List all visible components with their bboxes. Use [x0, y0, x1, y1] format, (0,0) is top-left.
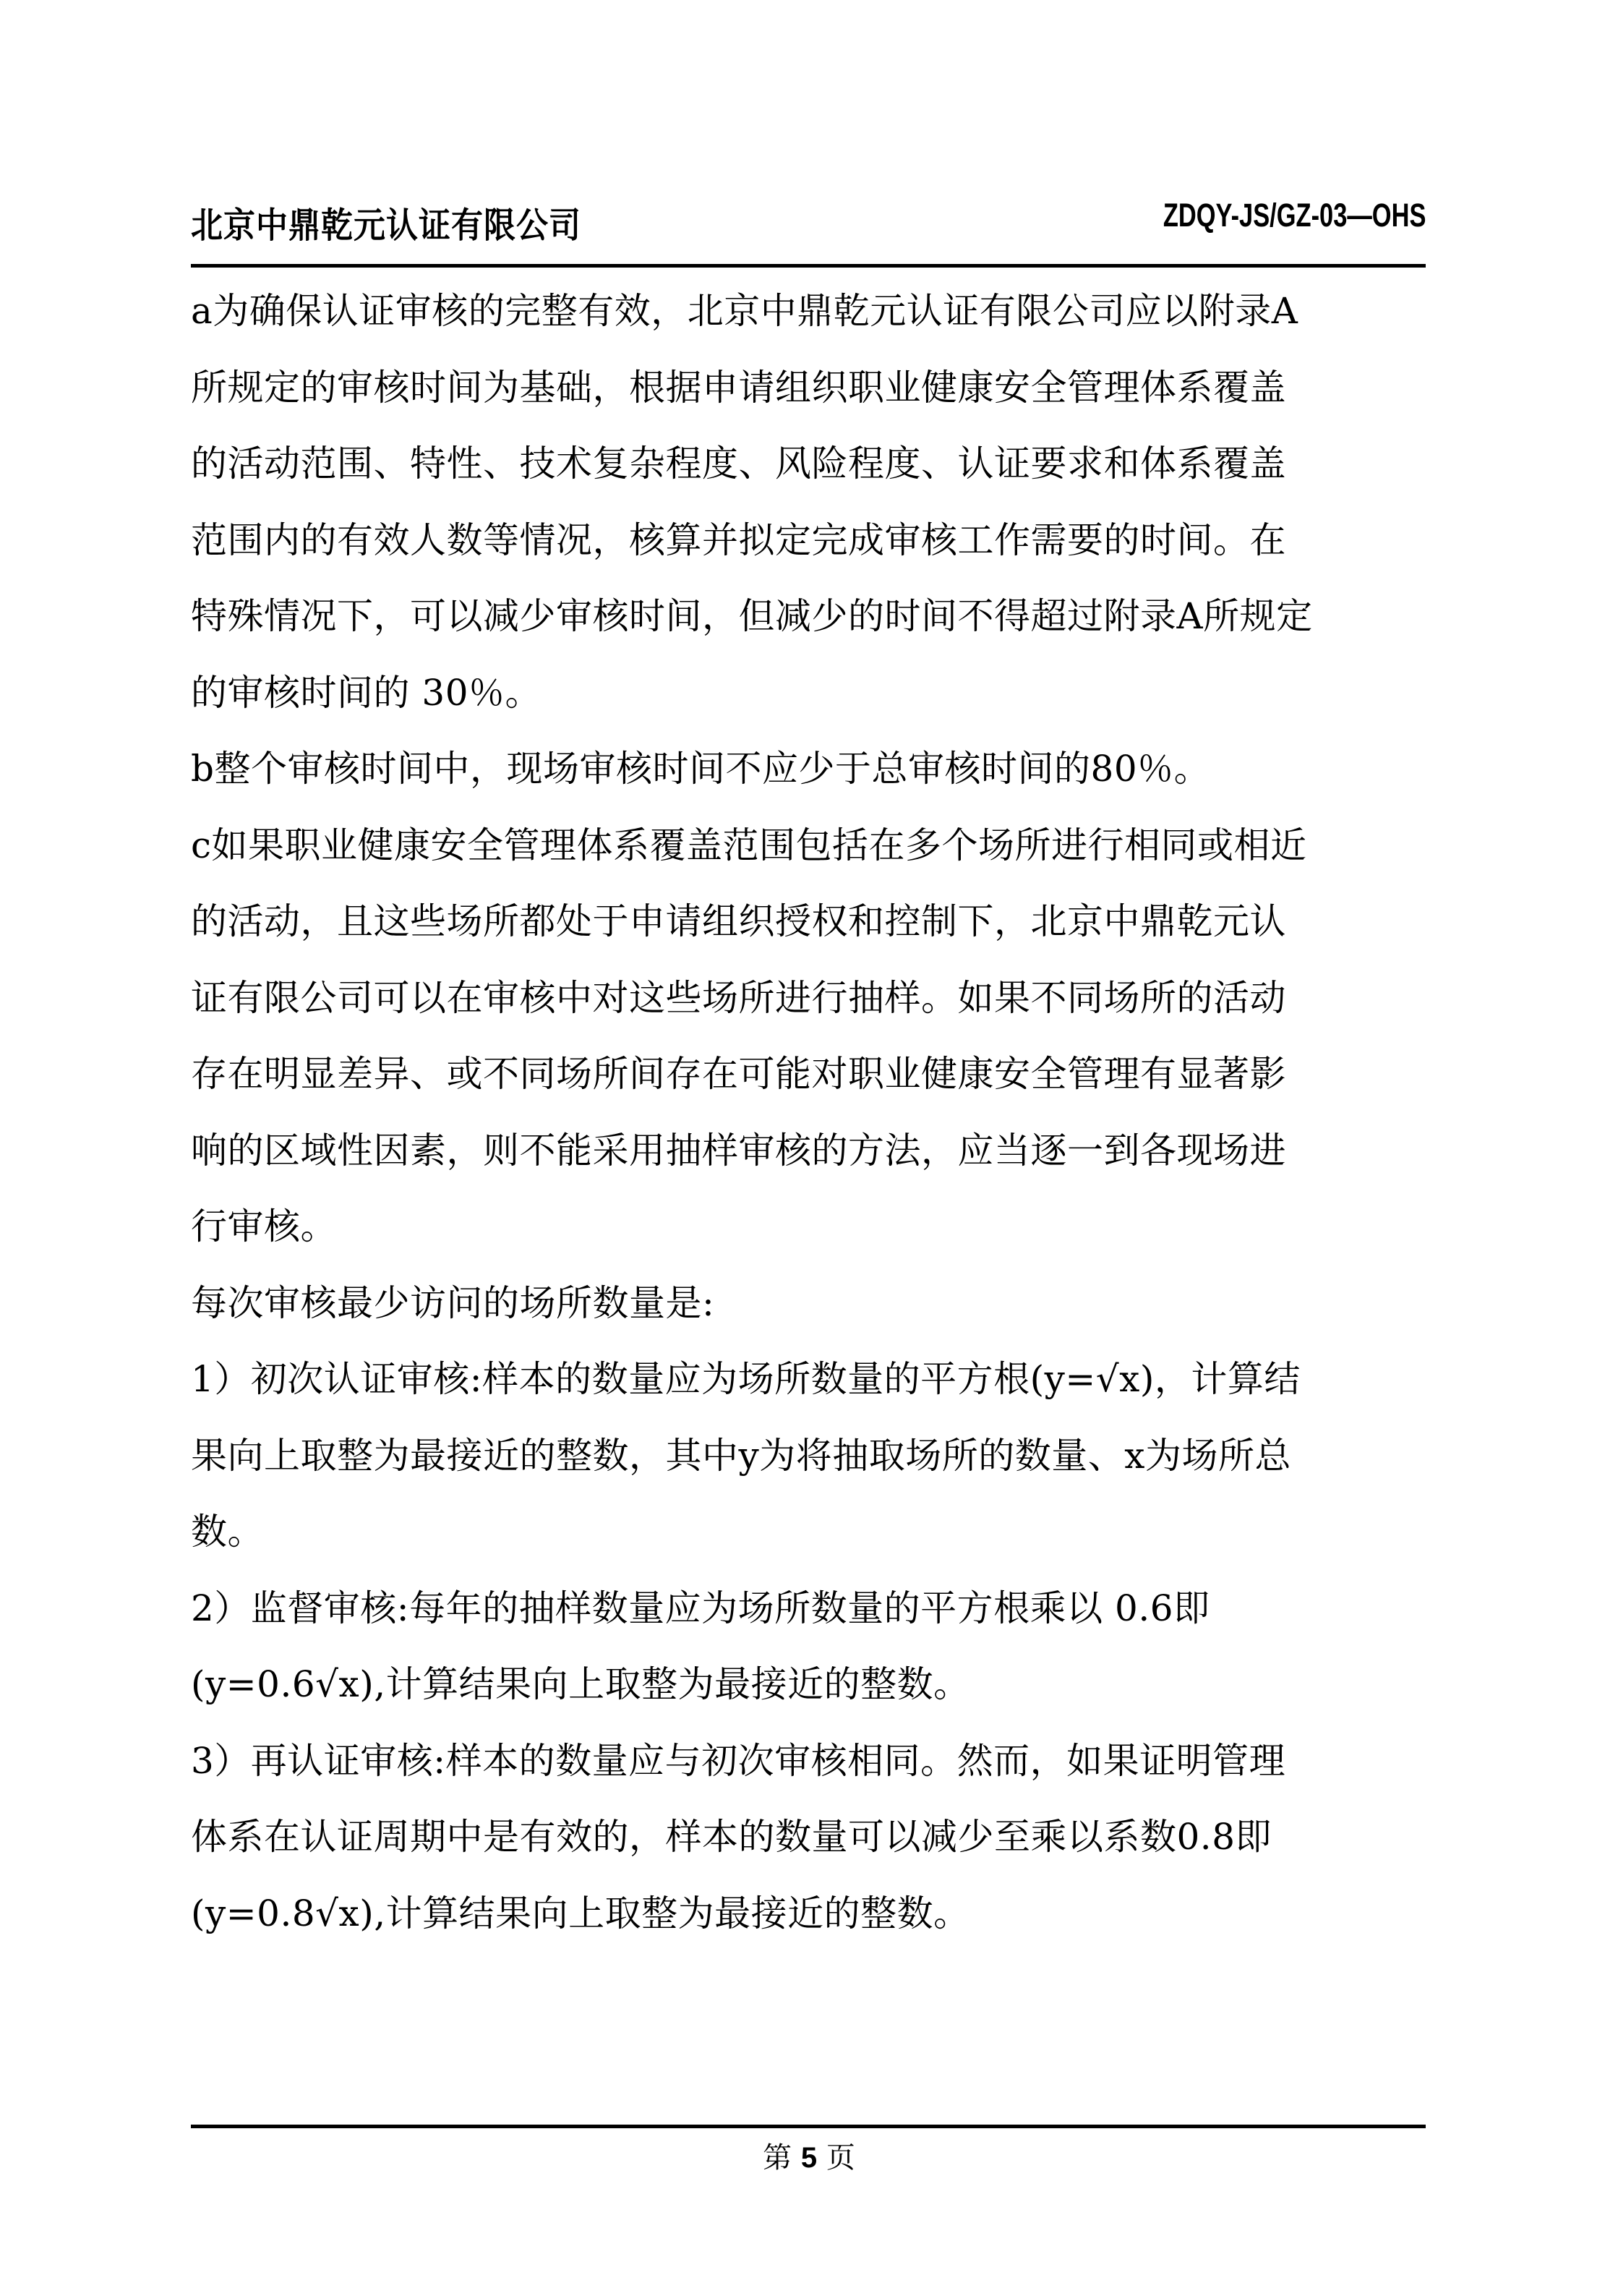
text-line-content: 行审核。	[191, 1205, 337, 1247]
text-line-content: 响的区域性因素，则不能采用抽样审核的方法，应当逐一到各现场进	[191, 1129, 1286, 1172]
text-line	[191, 426, 1434, 503]
text-line-content: b整个审核时间中，现场审核时间不应少于总审核时间的80％。	[191, 748, 1211, 790]
document-code: ZDQY-JS/GZ-03—OHS	[1163, 197, 1426, 234]
text-line-content: (y=0.8√x),计算结果向上取整为最接近的整数。	[191, 1892, 970, 1934]
text-line	[191, 273, 1434, 350]
text-line	[191, 1647, 1434, 1723]
page-header	[191, 197, 1426, 246]
text-line	[191, 808, 1434, 884]
text-line	[191, 503, 1434, 579]
text-line	[191, 1799, 1434, 1876]
text-line-content: 数。	[191, 1511, 264, 1553]
body-text	[191, 273, 1434, 1952]
text-line-content: a为确保认证审核的完整有效，北京中鼎乾元认证有限公司应以附录A	[191, 290, 1298, 332]
text-line-content: 的活动，且这些场所都处于申请组织授权和控制下，北京中鼎乾元认	[191, 900, 1286, 942]
text-line	[191, 1266, 1434, 1342]
text-line-content: 3）再认证审核:样本的数量应与初次审核相同。然而，如果证明管理	[191, 1739, 1286, 1782]
page-footer	[0, 2135, 1618, 2176]
page-label-prefix: 第	[763, 2141, 792, 2175]
text-line-content: 存在明显差异、或不同场所间存在可能对职业健康安全管理有显著影	[191, 1053, 1286, 1095]
text-line	[191, 1494, 1434, 1571]
text-line	[191, 960, 1434, 1037]
text-line-content: 每次审核最少访问的场所数量是:	[191, 1281, 715, 1324]
text-line-content: 2）监督审核:每年的抽样数量应为场所数量的平方根乘以 0.6即	[191, 1587, 1210, 1629]
footer-divider	[191, 2125, 1426, 2128]
text-line-content: 的审核时间的 30％。	[191, 671, 542, 714]
header-divider	[191, 264, 1426, 268]
text-line	[191, 1571, 1434, 1647]
text-line-content: 的活动范围、特性、技术复杂程度、风险程度、认证要求和体系覆盖	[191, 443, 1286, 485]
page-number: 5	[800, 2142, 818, 2174]
text-line-content: 体系在认证周期中是有效的，样本的数量可以减少至乘以系数0.8即	[191, 1816, 1272, 1858]
text-line	[191, 1341, 1434, 1418]
company-name: 北京中鼎乾元认证有限公司	[191, 206, 581, 246]
text-line-content: 范围内的有效人数等情况，核算并拟定完成审核工作需要的时间。在	[191, 518, 1286, 561]
text-line-content: (y=0.6√x),计算结果向上取整为最接近的整数。	[191, 1663, 970, 1705]
text-line-content: 证有限公司可以在审核中对这些场所进行抽样。如果不同场所的活动	[191, 976, 1286, 1019]
text-line-content: c如果职业健康安全管理体系覆盖范围包括在多个场所进行相同或相近	[191, 824, 1307, 866]
text-line	[191, 579, 1434, 655]
text-line	[191, 1036, 1434, 1113]
text-line	[191, 655, 1434, 732]
text-line	[191, 1876, 1434, 1953]
text-line-content: 果向上取整为最接近的整数，其中y为将抽取场所的数量、x为场所总	[191, 1434, 1291, 1477]
text-line	[191, 1418, 1434, 1495]
text-line-content: 所规定的审核时间为基础，根据申请组织职业健康安全管理体系覆盖	[191, 366, 1286, 409]
text-line	[191, 1113, 1434, 1190]
text-line	[191, 350, 1434, 427]
text-line-content: 特殊情况下，可以减少审核时间，但减少的时间不得超过附录A所规定	[191, 595, 1313, 637]
text-line-content: 1）初次认证审核:样本的数量应为场所数量的平方根(y=√x)，计算结	[191, 1358, 1301, 1400]
text-line	[191, 884, 1434, 960]
text-line	[191, 1189, 1434, 1266]
text-line	[191, 731, 1434, 808]
page-label-suffix: 页	[826, 2141, 855, 2175]
text-line	[191, 1723, 1434, 1800]
